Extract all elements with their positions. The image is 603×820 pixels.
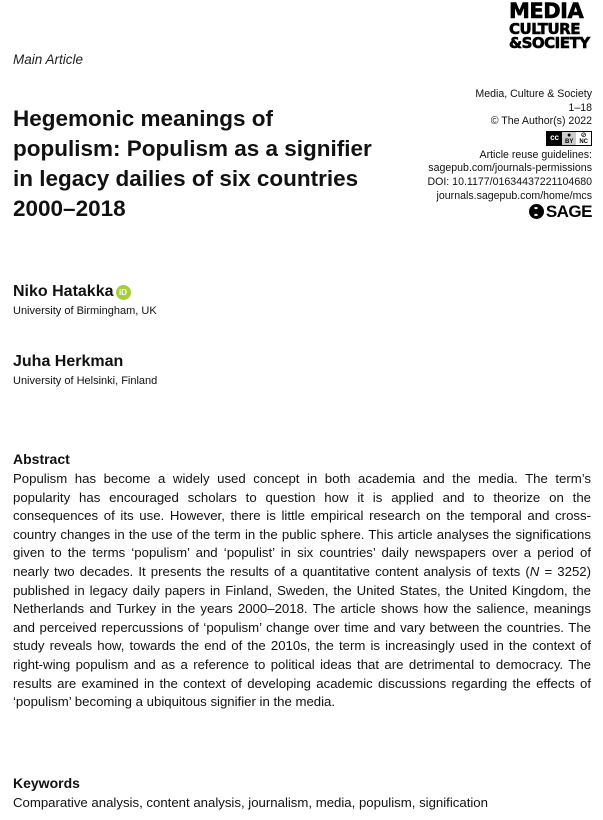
orcid-icon[interactable]: iD [116, 285, 131, 300]
logo-line-media: MEDIA [509, 0, 584, 23]
author-name: Juha Herkman [13, 353, 124, 370]
logo-line-society: &SOCIETY [509, 34, 590, 53]
article-type: Main Article [13, 52, 84, 67]
reuse-label: Article reuse guidelines: [479, 148, 592, 161]
author-name: Niko Hatakka iD [13, 283, 131, 301]
author-affiliation: University of Helsinki, Finland [13, 375, 158, 387]
cc-by-label: BY [564, 138, 574, 145]
publisher-name: SAGE [545, 201, 592, 221]
author-affiliation: University of Birmingham, UK [13, 305, 157, 317]
page-range: 1–18 [568, 101, 592, 114]
journal-name: Media, Culture & Society [475, 88, 592, 100]
abstract-text: Populism has become a widely used concept in both academia and the media. The term’s popularity has encouraged scholars to question how it is applied and to theorize on the consequences of its use. However, there is little empirical research on the temporal and cross-country changes in the use of the term in the public sphere. This article analyses the significations given to the terms ‘populism’ and ‘populist’ in six countries’ daily newspapers over a period of nearly two decades. It presents the results of a quantitative content analysis of texts (N = 3252) published in legacy daily papers in Finland, Sweden, the United States, the United Kingdom, the Netherlands and Turkey in the years 2000–2018. The article shows how the salience, meanings and perceived repercussions of ‘populism’ change over time and vary between the countries. The study reveals how, towards the end of the 2010s, the term is increasingly used in the context of right-wing populism and as a reference to political ideas that are detrimental to democracy. The results are examined in the context of developing academic discussions regarding the effects of ‘populism’ becoming a ubiquitous signifier in the media. [13, 471, 591, 710]
doi[interactable]: DOI: 10.1177/01634437221104680 [427, 175, 592, 188]
copyright: © The Author(s) 2022 [490, 115, 592, 128]
cc-nc-label: NC [579, 138, 588, 145]
logo-line-culture: CULTURE [509, 19, 580, 38]
publication-meta [332, 88, 592, 224]
reuse-link[interactable]: sagepub.com/journals-permissions [428, 162, 592, 175]
cc-license-icon[interactable]: cc ● BY ⊘ NC [546, 131, 592, 146]
abstract-heading: Abstract [13, 451, 70, 467]
publisher-logo [529, 201, 592, 221]
cc-mark: cc [547, 132, 562, 145]
journal-link[interactable]: journals.sagepub.com/home/mcs [436, 189, 592, 202]
keywords-text: Comparative analysis, content analysis, journalism, media, populism, signification [13, 795, 488, 810]
journal-logo [509, 0, 590, 53]
keywords-heading: Keywords [13, 775, 80, 791]
sage-icon [529, 204, 544, 219]
article-title: Hegemonic meanings of populism: Populism as a signifier in legacy dailies of six countries 2000–2018 [13, 106, 372, 221]
